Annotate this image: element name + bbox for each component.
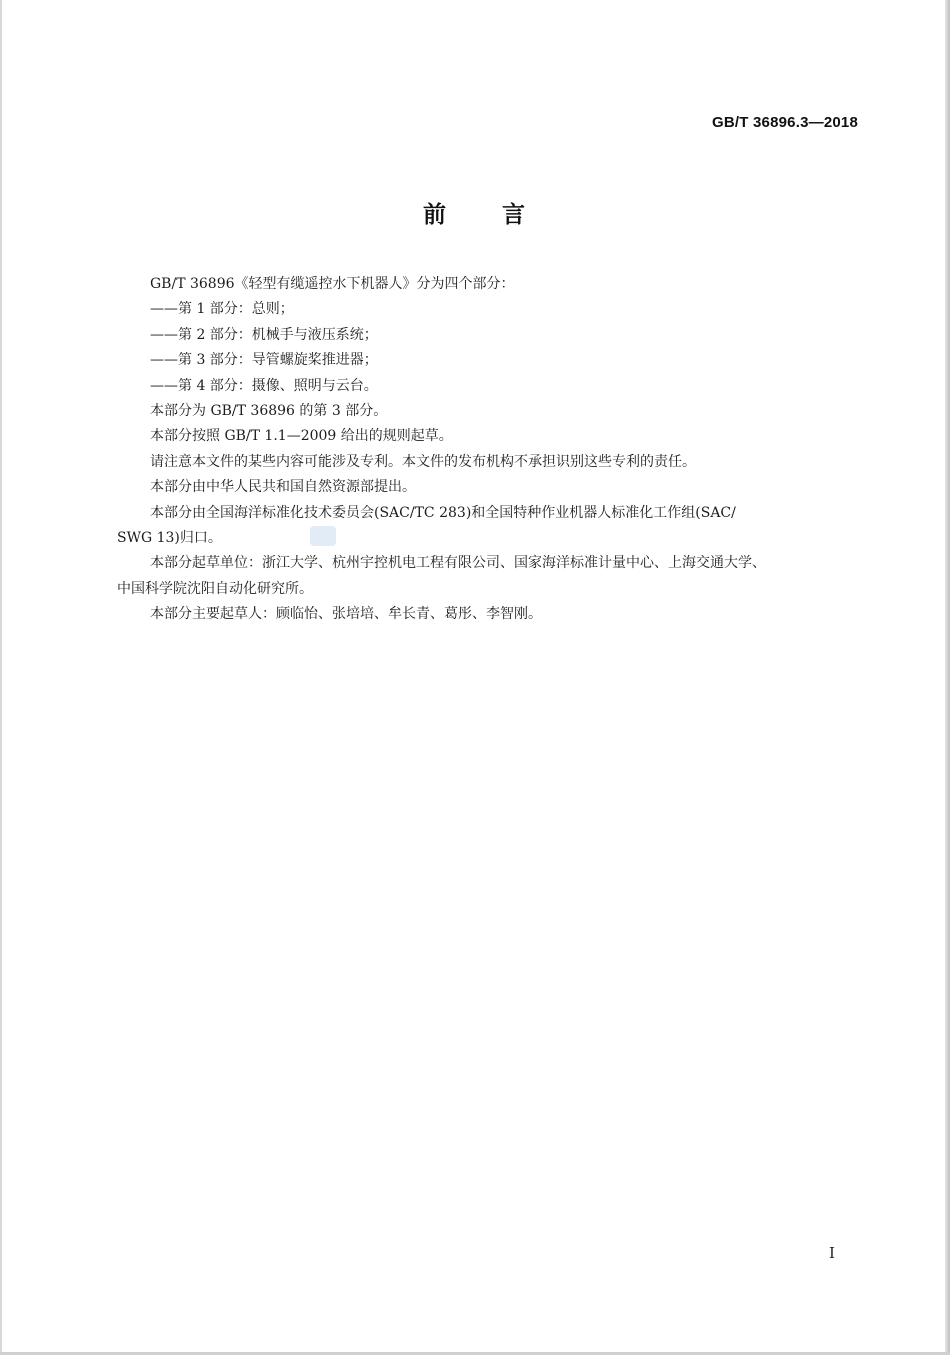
foreword-body	[117, 272, 863, 628]
title-char-1: 前	[423, 202, 448, 228]
paragraph-drafters: 本部分主要起草人：顾临怡、张培培、牟长青、葛彤、李智刚。	[150, 606, 542, 623]
list-item-part-1: ——第 1 部分：总则；	[150, 301, 294, 318]
list-item-part-4: ——第 4 部分：摄像、照明与云台。	[150, 377, 378, 394]
page-title	[0, 196, 950, 229]
paragraph-proposer: 本部分由中华人民共和国自然资源部提出。	[150, 479, 416, 496]
paragraph-administration-line-1: 本部分由全国海洋标准化技术委员会(SAC/TC 283)和全国特种作业机器人标准化工作组(SAC/	[150, 504, 736, 521]
paragraph-series-intro: GB/T 36896《轻型有缆遥控水下机器人》分为四个部分：	[150, 276, 515, 292]
paragraph-this-part: 本部分为 GB/T 36896 的第 3 部分。	[150, 403, 388, 420]
list-item-part-3: ——第 3 部分：导管螺旋桨推进器；	[150, 352, 378, 369]
paragraph-drafting-units-line-2: 中国科学院沈阳自动化研究所。	[117, 580, 313, 597]
paragraph-administration-line-2: SWG 13)归口。	[117, 530, 222, 547]
paragraph-administration	[117, 501, 863, 552]
page-number: I	[829, 1244, 835, 1262]
standard-code: GB/T 36896.3—2018	[712, 114, 858, 131]
faint-watermark-mark	[310, 526, 336, 546]
list-item-part-2: ——第 2 部分：机械手与液压系统；	[150, 326, 378, 343]
title-char-2: 言	[502, 202, 527, 228]
paragraph-drafting-rules: 本部分按照 GB/T 1.1—2009 给出的规则起草。	[150, 428, 453, 445]
paragraph-patent-notice: 请注意本文件的某些内容可能涉及专利。本文件的发布机构不承担识别这些专利的责任。	[150, 453, 696, 470]
paragraph-drafting-units	[117, 551, 863, 602]
paragraph-drafting-units-line-1: 本部分起草单位：浙江大学、杭州宇控机电工程有限公司、国家海洋标准计量中心、上海交通大学、	[150, 555, 766, 572]
